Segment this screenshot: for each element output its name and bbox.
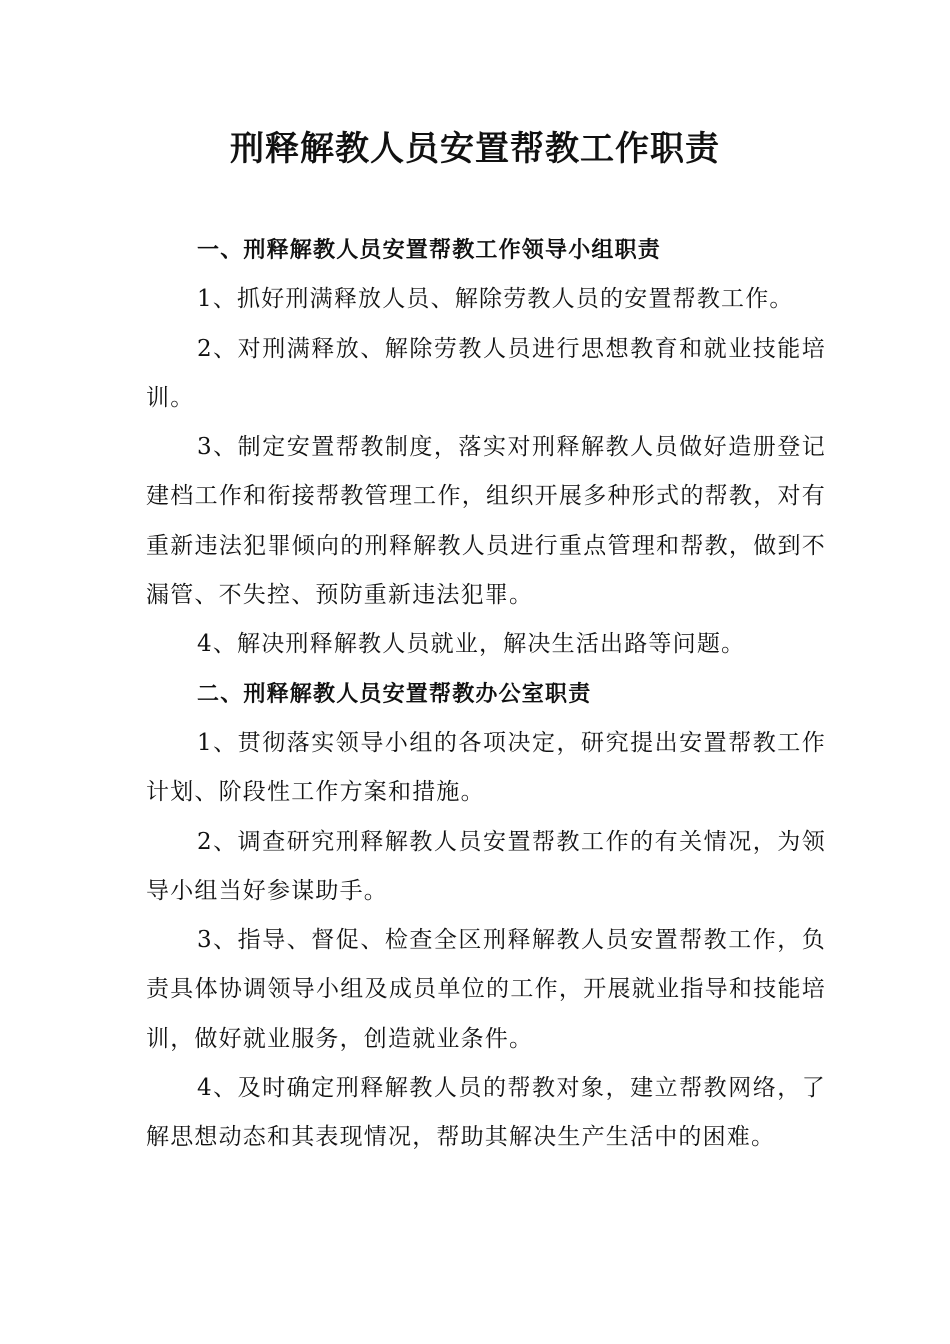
section-heading-office: 二、刑释解教人员安置帮教办公室职责	[197, 681, 592, 707]
document-body	[146, 226, 826, 1163]
list-item: 2、对刑满释放、解除劳教人员进行思想教育和就业技能培训。	[146, 335, 826, 411]
list-item: 3、制定安置帮教制度，落实对刑释解教人员做好造册登记建档工作和衔接帮教管理工作，组织开展多种形式的帮教，对有重新违法犯罪倾向的刑释解教人员进行重点管理和帮教，做到不漏管、不失控、预防重新违法犯罪。	[146, 434, 826, 609]
list-item: 3、指导、督促、检查全区刑释解教人员安置帮教工作，负责具体协调领导小组及成员单位的工作，开展就业指导和技能培训，做好就业服务，创造就业条件。	[146, 927, 826, 1052]
list-item: 4、及时确定刑释解教人员的帮教对象，建立帮教网络，了解思想动态和其表现情况，帮助其解决生产生活中的困难。	[146, 1075, 826, 1151]
section-heading-leadership-group: 一、刑释解教人员安置帮教工作领导小组职责	[197, 238, 662, 263]
list-item: 4、解决刑释解教人员就业，解决生活出路等问题。	[197, 631, 746, 658]
list-item: 1、抓好刑满释放人员、解除劳教人员的安置帮教工作。	[197, 286, 794, 313]
list-item: 2、调查研究刑释解教人员安置帮教工作的有关情况，为领导小组当好参谋助手。	[146, 828, 826, 904]
document-title: 刑释解教人员安置帮教工作职责	[230, 129, 720, 169]
list-item: 1、贯彻落实领导小组的各项决定，研究提出安置帮教工作计划、阶段性工作方案和措施。	[146, 729, 826, 806]
